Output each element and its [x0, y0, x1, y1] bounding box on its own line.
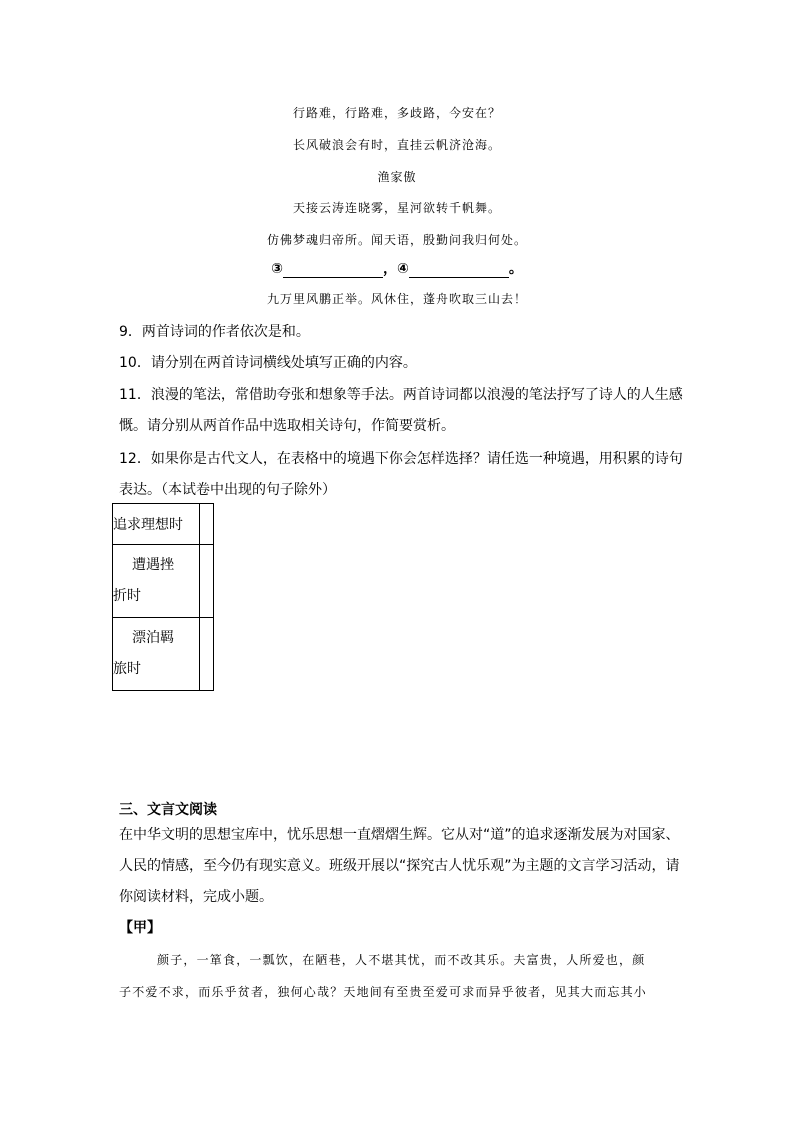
question-12: 12．如果你是古代文人，在表格中的境遇下你会怎样选择？请任选一种境遇，用积累的诗句	[119, 451, 683, 467]
question-11-cont: 慨。请分别从两首作品中选取相关诗句，作简要赏析。	[119, 418, 455, 434]
blank-line-4[interactable]	[409, 263, 509, 278]
part-label: 【甲】	[119, 920, 161, 936]
poem-line: 长风破浪会有时，直挂云帆济沧海。	[292, 138, 501, 152]
intro-text: 在中华文明的思想宝库中，忧乐思想一直熠熠生辉。它从对“道”的追求逐渐发展为对国家、	[119, 827, 680, 843]
blank-line-3[interactable]	[283, 263, 383, 278]
period: 。	[508, 261, 523, 277]
blank-number-3: ③	[271, 261, 283, 277]
answer-cell[interactable]	[200, 504, 214, 545]
poem-line: 行路难，行路难，多歧路，今安在？	[292, 106, 501, 120]
question-12-cont: 表达。（本试卷中出现的句子除外）	[119, 482, 336, 498]
situation-table	[112, 503, 214, 691]
intro-text: 人民的情感，至今仍有现实意义。班级开展以“探究古人忧乐观”为主题的文言学习活动，请	[119, 858, 680, 874]
table-row-label: 遭遇挫 折时	[113, 545, 200, 618]
passage-line: 颜子，一箪食，一瓢饮，在陋巷，人不堪其忧，而不改其乐。夫富贵，人所爱也，颜	[157, 953, 646, 967]
answer-cell[interactable]	[200, 545, 214, 618]
fill-blank-row	[0, 258, 794, 278]
question-9: 9．两首诗词的作者依次是和。	[119, 324, 310, 340]
poem-line: 九万里风鹏正举。风休住，蓬舟吹取三山去！	[266, 292, 527, 306]
blank-number-4: ④	[397, 261, 409, 277]
answer-cell[interactable]	[200, 618, 214, 691]
passage-line: 子不爱不求，而乐乎贫者，独何心哉？天地间有至贵至爱可求而异乎彼者，见其大而忘其小	[119, 985, 648, 999]
question-10: 10．请分别在两首诗词横线处填写正确的内容。	[119, 355, 417, 371]
poem-line: 天接云涛连晓雾，星河欲转千帆舞。	[292, 201, 501, 215]
section-heading: 三、文言文阅读	[119, 802, 217, 818]
table-row-label: 追求理想时	[113, 504, 200, 545]
comma: ，	[383, 261, 397, 277]
question-11: 11．浪漫的笔法，常借助夸张和想象等手法。两首诗词都以浪漫的笔法抒写了诗人的人生感	[119, 387, 683, 403]
intro-text: 你阅读材料，完成小题。	[119, 889, 273, 905]
poem-title: 渔家傲	[377, 170, 417, 184]
poem-line: 仿佛梦魂归帝所。闻天语，殷勤问我归何处。	[266, 233, 527, 247]
table-row-label: 漂泊羁 旅时	[113, 618, 200, 691]
